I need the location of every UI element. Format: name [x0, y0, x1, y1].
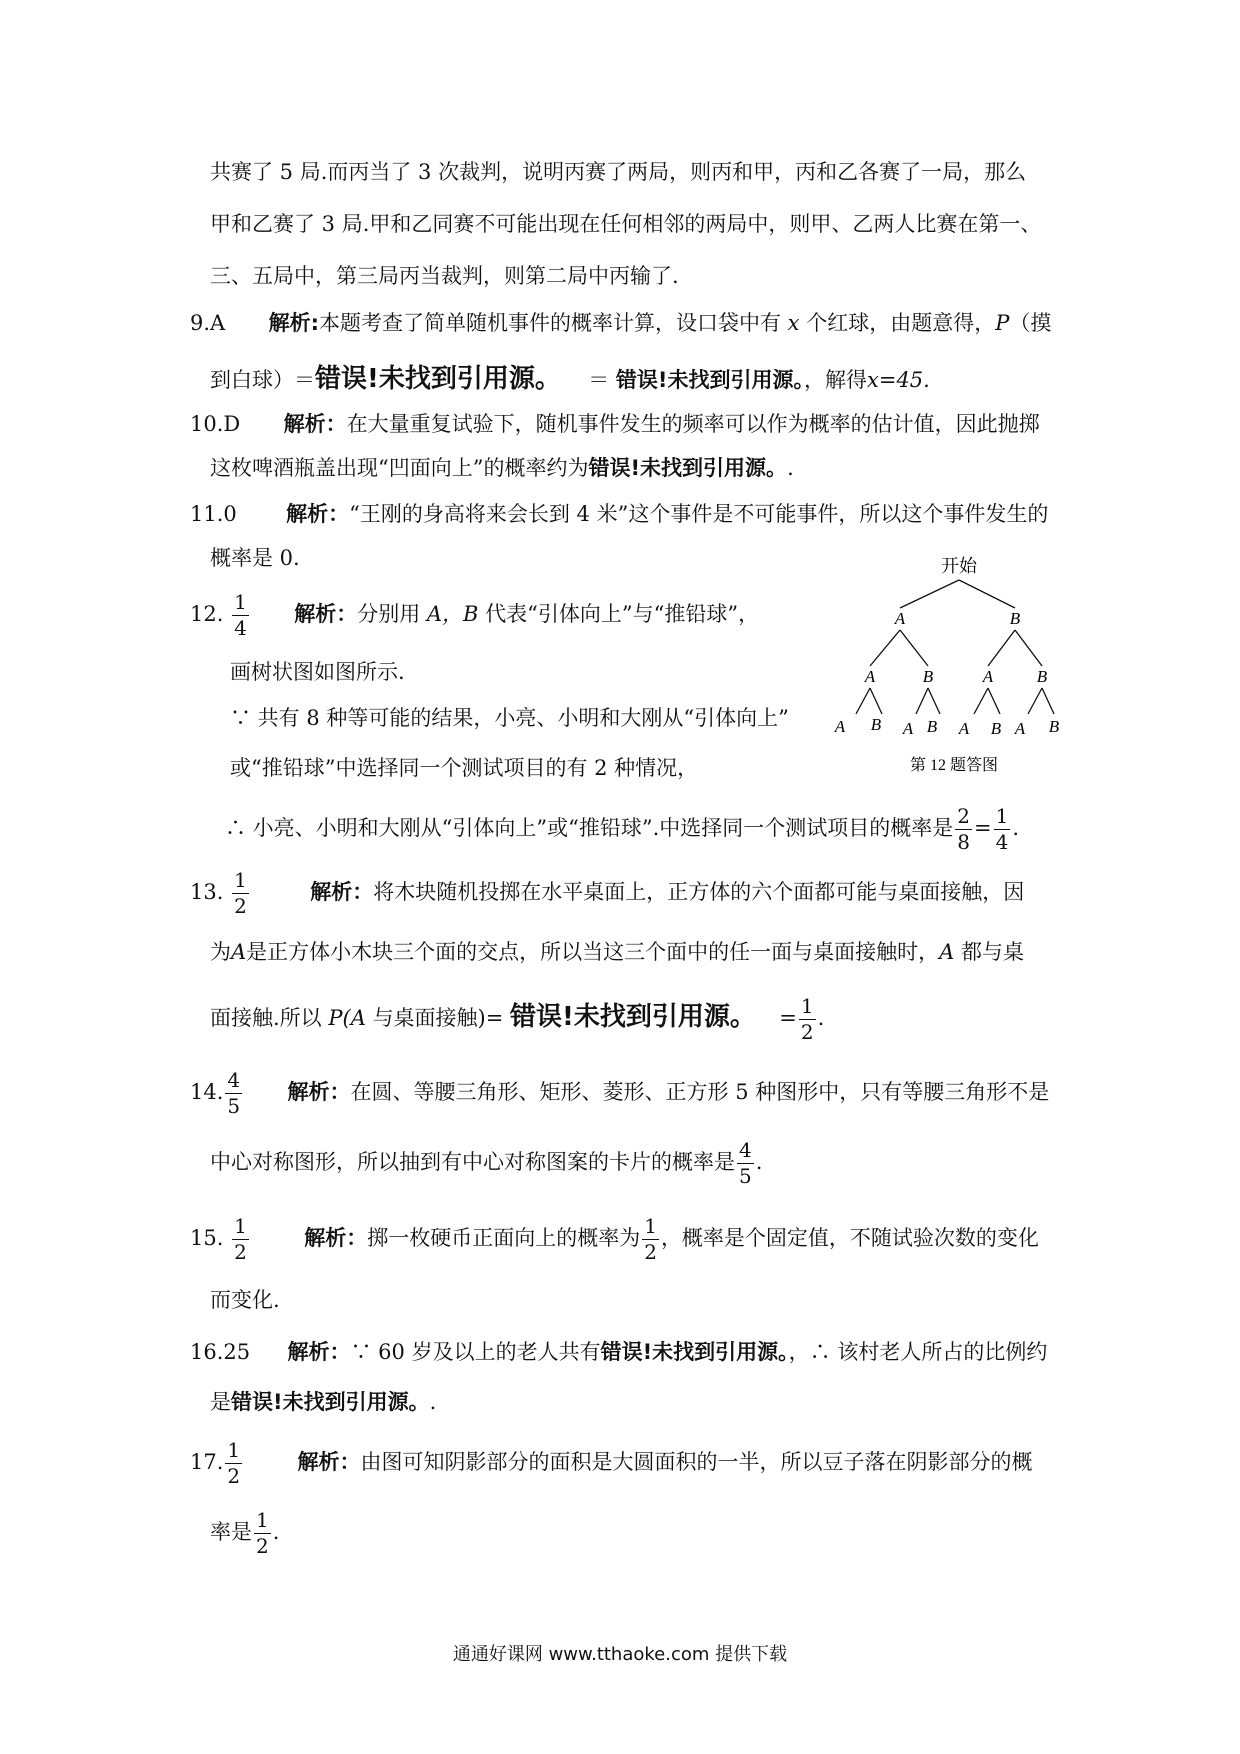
analysis-text: （摸 — [1009, 311, 1052, 335]
analysis-text: 在大量重复试验下，随机事件发生的频率可以作为概率的估计值，因此抛掷 — [346, 412, 1040, 436]
analysis-text: 都与桌 — [961, 940, 1025, 964]
fraction: $\frac{4}{5}$ — [739, 1138, 752, 1188]
tree-leaf: A — [834, 717, 846, 736]
answer-fraction: $\frac{1}{2}$ — [227, 1438, 241, 1488]
analysis-text: 是 — [210, 1390, 231, 1414]
text-line: 而变化. — [210, 1288, 280, 1312]
answer-number: 14. — [190, 1080, 224, 1104]
text-line — [210, 996, 824, 1043]
tree-diagram — [820, 548, 1080, 778]
analysis-text: 为 — [210, 940, 231, 964]
text-line — [210, 940, 1024, 965]
analysis-label: 解析： — [283, 412, 347, 436]
analysis-text: 将木块随机投掷在水平桌面上，正方体的六个面都可能与桌面接触，因 — [373, 880, 1025, 904]
tree-leaf: B — [990, 719, 1002, 738]
tree-leaf: A — [958, 719, 970, 738]
analysis-text: “王刚的身高将来会长到 4 米”这个事件是不可能事件，所以这个事件发生的 — [349, 502, 1049, 526]
period: . — [1012, 816, 1020, 840]
analysis-label: 解析： — [287, 1080, 351, 1104]
analysis-text: 面接触.所以 — [210, 1006, 322, 1030]
analysis-text: 在圆、等腰三角形、矩形、菱形、正方形 5 种图形中，只有等腰三角形不是 — [350, 1080, 1050, 1104]
tree-root: 开始 — [941, 556, 977, 576]
question-12 — [190, 592, 759, 639]
analysis-text: 到白球）＝ — [210, 368, 315, 392]
question-13 — [190, 870, 1024, 917]
analysis-label: 解析： — [297, 1450, 361, 1474]
question-16 — [190, 1340, 1047, 1365]
reference-error: 错误!未找到引用源。 — [231, 1390, 430, 1414]
fraction: $\frac{1}{4}$ — [995, 804, 1009, 854]
question-9 — [190, 311, 1051, 336]
text-line: 共赛了 5 局.而丙当了 3 次裁判，说明丙赛了两局，则丙和甲，丙和乙各赛了一局，那么 — [210, 160, 1027, 184]
question-14 — [190, 1070, 1049, 1117]
fraction: $\frac{1}{2}$ — [256, 1508, 269, 1558]
reference-error: 错误!未找到引用源。 — [615, 368, 804, 392]
text-line: 或“推铅球”中选择同一个测试项目的有 2 种情况， — [230, 756, 699, 780]
analysis-text: ，概率是个固定值，不随试验次数的变化 — [660, 1226, 1039, 1250]
equals-sign: ＝ — [588, 368, 610, 392]
text-line — [225, 806, 1019, 853]
reference-error: 错误!未找到引用源。 — [600, 1340, 789, 1364]
question-15 — [190, 1216, 1039, 1263]
period: . — [787, 456, 794, 480]
analysis-text: 分别用 — [357, 602, 421, 626]
answer-number: 11.0 — [190, 502, 237, 526]
tree-leaf: B — [1048, 717, 1060, 736]
tree-node: B — [1036, 667, 1048, 686]
fraction: $\frac{1}{2}$ — [644, 1214, 657, 1264]
answer-number: 12. — [190, 602, 224, 626]
answer-number: 10.D — [190, 412, 241, 436]
answer-fraction: $\frac{1}{4}$ — [234, 590, 247, 640]
analysis-text: ∴ 小亮、小明和大刚从“引体向上”或“推铅球”.中选择同一个测试项目的概率是 — [225, 816, 954, 840]
text-line: 甲和乙赛了 3 局.甲和乙同赛不可能出现在任何相邻的两局中，则甲、乙两人比赛在第一、 — [210, 212, 1042, 236]
variable: A — [939, 940, 955, 964]
answer-fraction: $\frac{1}{2}$ — [234, 1214, 247, 1264]
text-line — [210, 364, 930, 395]
answer-fraction: $\frac{1}{2}$ — [234, 868, 247, 918]
analysis-label: 解析： — [294, 602, 358, 626]
text-line — [210, 1140, 762, 1187]
tree-leaf: B — [926, 717, 938, 736]
analysis-label: 解析： — [304, 1226, 368, 1250]
variable: A，B — [426, 602, 479, 626]
tree-node: A — [982, 667, 994, 686]
period: . — [272, 1520, 280, 1544]
equals-sign: = — [779, 1006, 797, 1030]
result: x=45. — [867, 368, 930, 392]
text-line — [210, 1390, 436, 1415]
text-line: 三、五局中，第三局丙当裁判，则第二局中丙输了. — [210, 264, 679, 288]
text-line: 概率是 0. — [210, 546, 300, 570]
fraction: $\frac{1}{2}$ — [800, 994, 814, 1044]
tree-node: B — [922, 667, 934, 686]
analysis-text: ，解得 — [804, 368, 867, 392]
question-11 — [190, 502, 1048, 527]
text-line: 画树状图如图所示. — [230, 660, 405, 684]
reference-error: 错误!未找到引用源。 — [510, 1002, 756, 1032]
analysis-text: 掷一枚硬币正面向上的概率为 — [367, 1226, 641, 1250]
analysis-text: 代表“引体向上”与“推铅球”， — [485, 602, 760, 626]
analysis-text: 这枚啤酒瓶盖出现“凹面向上”的概率约为 — [210, 456, 589, 480]
period: . — [429, 1390, 437, 1414]
answer-number: 15. — [190, 1226, 224, 1250]
analysis-text: 中心对称图形，所以抽到有中心对称图案的卡片的概率是 — [210, 1150, 735, 1174]
analysis-text: ，∴ 该村老人所占的比例约 — [788, 1340, 1048, 1364]
analysis-label: 解析： — [310, 880, 374, 904]
answer-number: 9.A — [190, 311, 226, 335]
analysis-text: 本题考查了简单随机事件的概率计算，设口袋中有 — [318, 311, 781, 335]
text-line: ∵ 共有 8 种等可能的结果，小亮、小明和大刚从“引体向上” — [230, 706, 789, 730]
equals-sign: = — [974, 816, 992, 840]
tree-node: A — [894, 609, 906, 628]
page-footer: 通通好课网 www.tthaoke.com 提供下载 — [452, 1644, 788, 1665]
figure-caption: 第 12 题答图 — [909, 757, 999, 774]
analysis-text: 率是 — [210, 1520, 252, 1544]
analysis-label: 解析: — [268, 311, 319, 335]
text-line — [210, 456, 794, 481]
answer-fraction: $\frac{4}{5}$ — [227, 1068, 241, 1118]
text-line — [210, 1510, 279, 1557]
fraction: $\frac{2}{8}$ — [957, 804, 971, 854]
answer-number: 16.25 — [190, 1340, 251, 1364]
tree-node: B — [1009, 609, 1021, 628]
analysis-label: 解析： — [287, 1340, 351, 1364]
period: . — [817, 1006, 825, 1030]
answer-number: 13. — [190, 880, 224, 904]
analysis-text: 个红球，由题意得， — [806, 311, 996, 335]
analysis-label: 解析： — [286, 502, 350, 526]
answer-number: 17. — [190, 1450, 224, 1474]
reference-error: 错误!未找到引用源。 — [588, 456, 788, 480]
reference-error: 错误!未找到引用源。 — [315, 364, 561, 394]
analysis-text: 由图可知阴影部分的面积是大圆面积的一半，所以豆子落在阴影部分的概 — [360, 1450, 1033, 1474]
period: . — [755, 1150, 763, 1174]
question-10 — [190, 412, 1040, 437]
variable: x — [787, 311, 800, 335]
variable: A — [231, 940, 247, 964]
tree-leaf: A — [902, 719, 914, 738]
tree-leaf: B — [870, 715, 882, 734]
analysis-text: 与桌面接触)= — [372, 1006, 504, 1030]
probability-expr: P(A — [328, 1006, 366, 1030]
question-17 — [190, 1440, 1033, 1487]
variable: P — [995, 311, 1010, 335]
tree-node: A — [864, 667, 876, 686]
analysis-text: 是正方体小木块三个面的交点，所以当这三个面中的任一面与桌面接触时， — [246, 940, 940, 964]
analysis-text: ∵ 60 岁及以上的老人共有 — [350, 1340, 601, 1364]
tree-leaf: A — [1014, 719, 1026, 738]
